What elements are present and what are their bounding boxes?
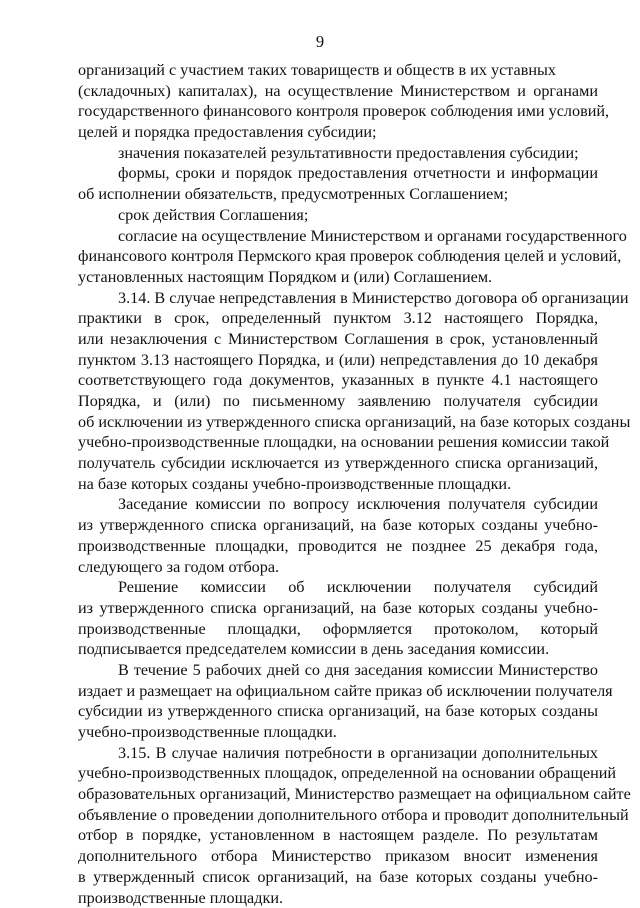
text-line: 3.14. В случае непредставления в Министерство договора об организации <box>78 288 598 309</box>
text-line: об исключении из утвержденного списка организаций, на базе которых созданы <box>78 412 598 433</box>
text-line: из утвержденного списка организаций, на базе которых созданы учебно- <box>78 515 598 536</box>
text-line: следующего за годом отбора. <box>78 557 598 578</box>
text-line: соответствующего года документов, указанных в пункте 4.1 настоящего <box>78 370 598 391</box>
text-line: значения показателей результативности предоставления субсидии; <box>78 143 598 164</box>
text-line: (складочных) капиталах), на осуществление Министерством и органами <box>78 81 598 102</box>
text-line: из утвержденного списка организаций, на базе которых созданы учебно- <box>78 598 598 619</box>
text-line: учебно-производственные площадки. <box>78 722 598 743</box>
text-line: государственного финансового контроля проверок соблюдения ими условий, <box>78 101 598 122</box>
text-line: производственные площадки, оформляется протоколом, который <box>78 619 598 640</box>
text-line: 3.15. В случае наличия потребности в организации дополнительных <box>78 743 598 764</box>
text-line: финансового контроля Пермского края проверок соблюдения целей и условий, <box>78 246 598 267</box>
text-line: издает и размещает на официальном сайте приказ об исключении получателя <box>78 681 598 702</box>
text-line: срок действия Соглашения; <box>78 205 598 226</box>
text-line: подписывается председателем комиссии в день заседания комиссии. <box>78 639 598 660</box>
text-line: учебно-производственные площадки, на основании решения комиссии такой <box>78 432 598 453</box>
text-line: производственные площадки. <box>78 888 598 908</box>
text-line: учебно-производственных площадок, определенной на основании обращений <box>78 763 598 784</box>
text-line: на базе которых созданы учебно-производственные площадки. <box>78 474 598 495</box>
text-line: пунктом 3.13 настоящего Порядка, и (или) непредставления до 10 декабря <box>78 350 598 371</box>
text-line: образовательных организаций, Министерство размещает на официальном сайте <box>78 784 598 805</box>
text-line: согласие на осуществление Министерством и органами государственного <box>78 226 598 247</box>
text-line: практики в срок, определенный пунктом 3.12 настоящего Порядка, <box>78 308 598 329</box>
text-line: организаций с участием таких товариществ и обществ в их уставных <box>78 60 598 81</box>
text-line: дополнительного отбора Министерство приказом вносит изменения <box>78 846 598 867</box>
text-line: В течение 5 рабочих дней со дня заседания комиссии Министерство <box>78 660 598 681</box>
text-line: Порядка, и (или) по письменному заявлению получателя субсидии <box>78 391 598 412</box>
text-line: или незаключения с Министерством Соглашения в срок, установленный <box>78 329 598 350</box>
text-line: Заседание комиссии по вопросу исключения получателя субсидии <box>78 494 598 515</box>
document-body <box>78 60 598 908</box>
page-number: 9 <box>0 32 640 52</box>
text-line: целей и порядка предоставления субсидии; <box>78 122 598 143</box>
text-line: производственные площадки, проводится не позднее 25 декабря года, <box>78 536 598 557</box>
text-line: субсидии из утвержденного списка организаций, на базе которых созданы <box>78 701 598 722</box>
text-line: объявление о проведении дополнительного отбора и проводит дополнительный <box>78 805 598 826</box>
text-line: получатель субсидии исключается из утвержденного списка организаций, <box>78 453 598 474</box>
text-line: формы, сроки и порядок предоставления отчетности и информации <box>78 163 598 184</box>
text-line: отбор в порядке, установленном в настоящем разделе. По результатам <box>78 825 598 846</box>
text-line: в утвержденный список организаций, на базе которых созданы учебно- <box>78 867 598 888</box>
text-line: установленных настоящим Порядком и (или) Соглашением. <box>78 267 598 288</box>
text-line: об исполнении обязательств, предусмотренных Соглашением; <box>78 184 598 205</box>
text-line: Решение комиссии об исключении получателя субсидий <box>78 577 598 598</box>
